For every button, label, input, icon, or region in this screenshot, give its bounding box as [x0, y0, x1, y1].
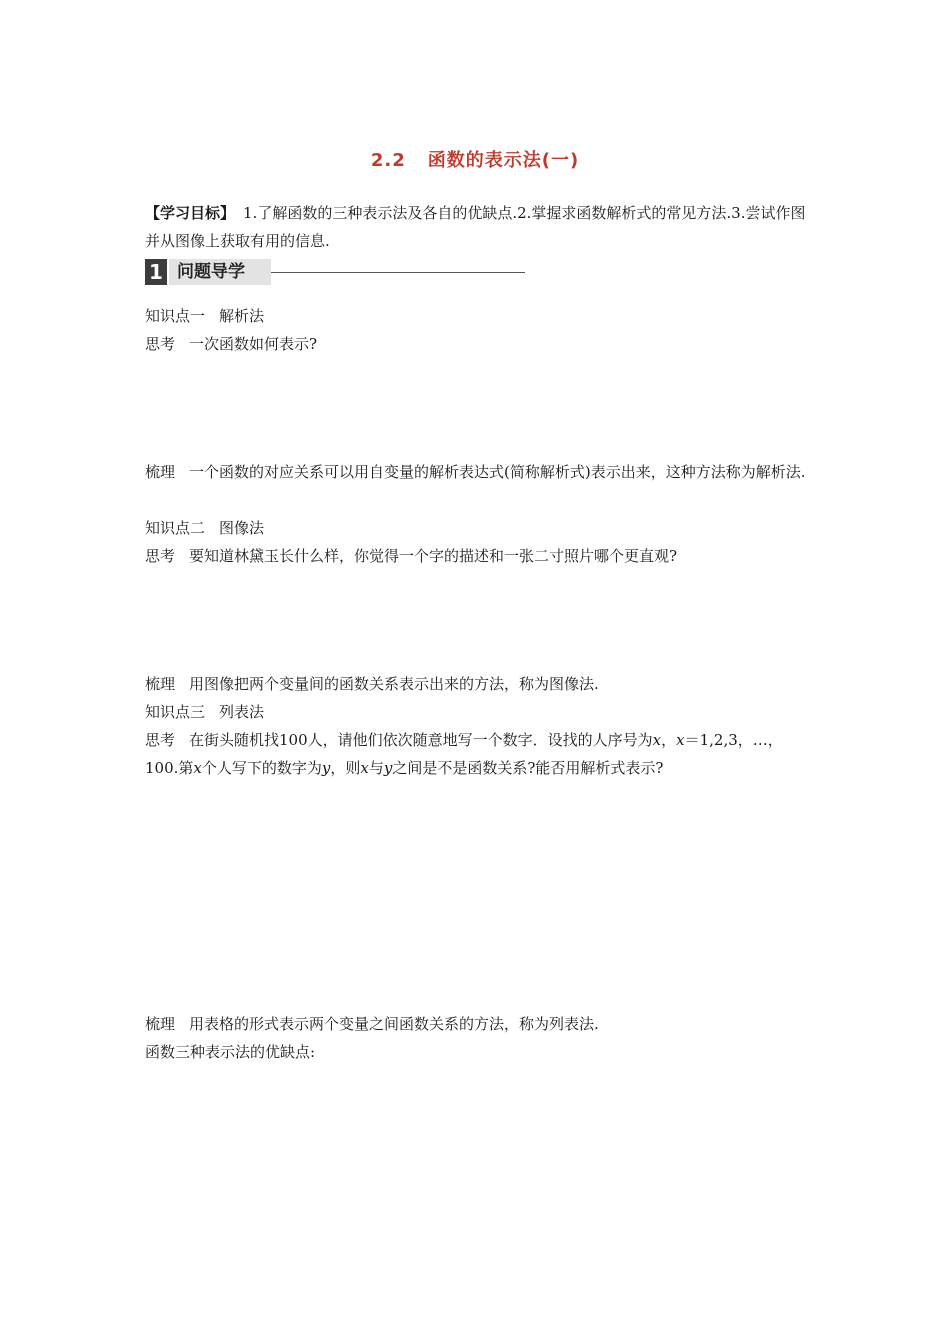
kp2-think-text: 要知道林黛玉长什么样，你觉得一个字的描述和一张二寸照片哪个更直观? — [189, 547, 678, 565]
kp3-think-part: 之间是不是函数关系?能否用解析式表示? — [392, 759, 664, 777]
kp3-think-part: 个人写下的数字为 — [201, 759, 322, 777]
kp2-think — [145, 546, 677, 566]
kp1-heading — [145, 306, 264, 326]
var-x: x — [193, 759, 202, 777]
kp1-summary — [145, 458, 810, 486]
var-y: y — [321, 759, 331, 777]
kp2-heading-label: 知识点二 — [145, 519, 206, 537]
title-text: 函数的表示法(一) — [427, 150, 580, 171]
page-title — [0, 146, 950, 172]
kp1-think-label: 思考 — [145, 335, 176, 353]
kp2-summary-text: 用图像把两个变量间的函数关系表示出来的方法，称为图像法. — [189, 675, 599, 693]
kp2-heading-title: 图像法 — [219, 519, 265, 537]
kp3-heading-label: 知识点三 — [145, 703, 206, 721]
kp1-heading-title: 解析法 — [219, 307, 265, 325]
section-number: 1 — [145, 259, 167, 285]
kp3-think-label: 思考 — [145, 731, 176, 749]
kp3-think-part: 与 — [368, 759, 384, 777]
kp3-summary-label: 梳理 — [145, 1015, 176, 1033]
title-number: 2.2 — [370, 150, 406, 171]
section-title: 问题导学 — [177, 262, 245, 282]
var-x: x — [676, 731, 685, 749]
kp3-heading-title: 列表法 — [219, 703, 265, 721]
section-banner — [145, 259, 525, 285]
kp2-heading — [145, 518, 264, 538]
kp3-think-part: 在街头随机找100人，请他们依次随意地写一个数字．设找的人序号为 — [189, 731, 653, 749]
var-x: x — [652, 731, 662, 749]
kp2-think-label: 思考 — [145, 547, 176, 565]
kp3-think-part: ，则 — [330, 759, 361, 777]
closing-line: 函数三种表示法的优缺点: — [145, 1043, 316, 1061]
kp2-summary — [145, 674, 599, 694]
kp3-think-part: 1,2,3，…，100.第 — [145, 731, 783, 777]
kp1-summary-text: 一个函数的对应关系可以用自变量的解析表达式(简称解析式)表示出来，这种方法称为解析法. — [189, 463, 806, 481]
objective-text: 1.了解函数的三种表示法及各自的优缺点.2.掌握求函数解析式的常见方法.3.尝试作图并从图像上获取有用的信息. — [145, 204, 806, 250]
kp3-think-part: ， — [661, 731, 677, 749]
var-y: y — [383, 759, 393, 777]
objective-label: 【学习目标】 — [145, 204, 236, 222]
kp1-think — [145, 334, 317, 354]
kp1-summary-label: 梳理 — [145, 463, 176, 481]
kp1-think-text: 一次函数如何表示? — [189, 335, 318, 353]
kp3-think-part: ＝ — [684, 731, 700, 749]
kp3-think — [145, 726, 810, 782]
kp2-summary-label: 梳理 — [145, 675, 176, 693]
kp3-summary-text: 用表格的形式表示两个变量之间函数关系的方法，称为列表法. — [189, 1015, 599, 1033]
var-x: x — [360, 759, 369, 777]
kp3-heading — [145, 702, 264, 722]
learning-objectives — [145, 199, 810, 255]
section-rule — [271, 272, 525, 273]
kp1-heading-label: 知识点一 — [145, 307, 206, 325]
kp3-summary — [145, 1014, 599, 1034]
